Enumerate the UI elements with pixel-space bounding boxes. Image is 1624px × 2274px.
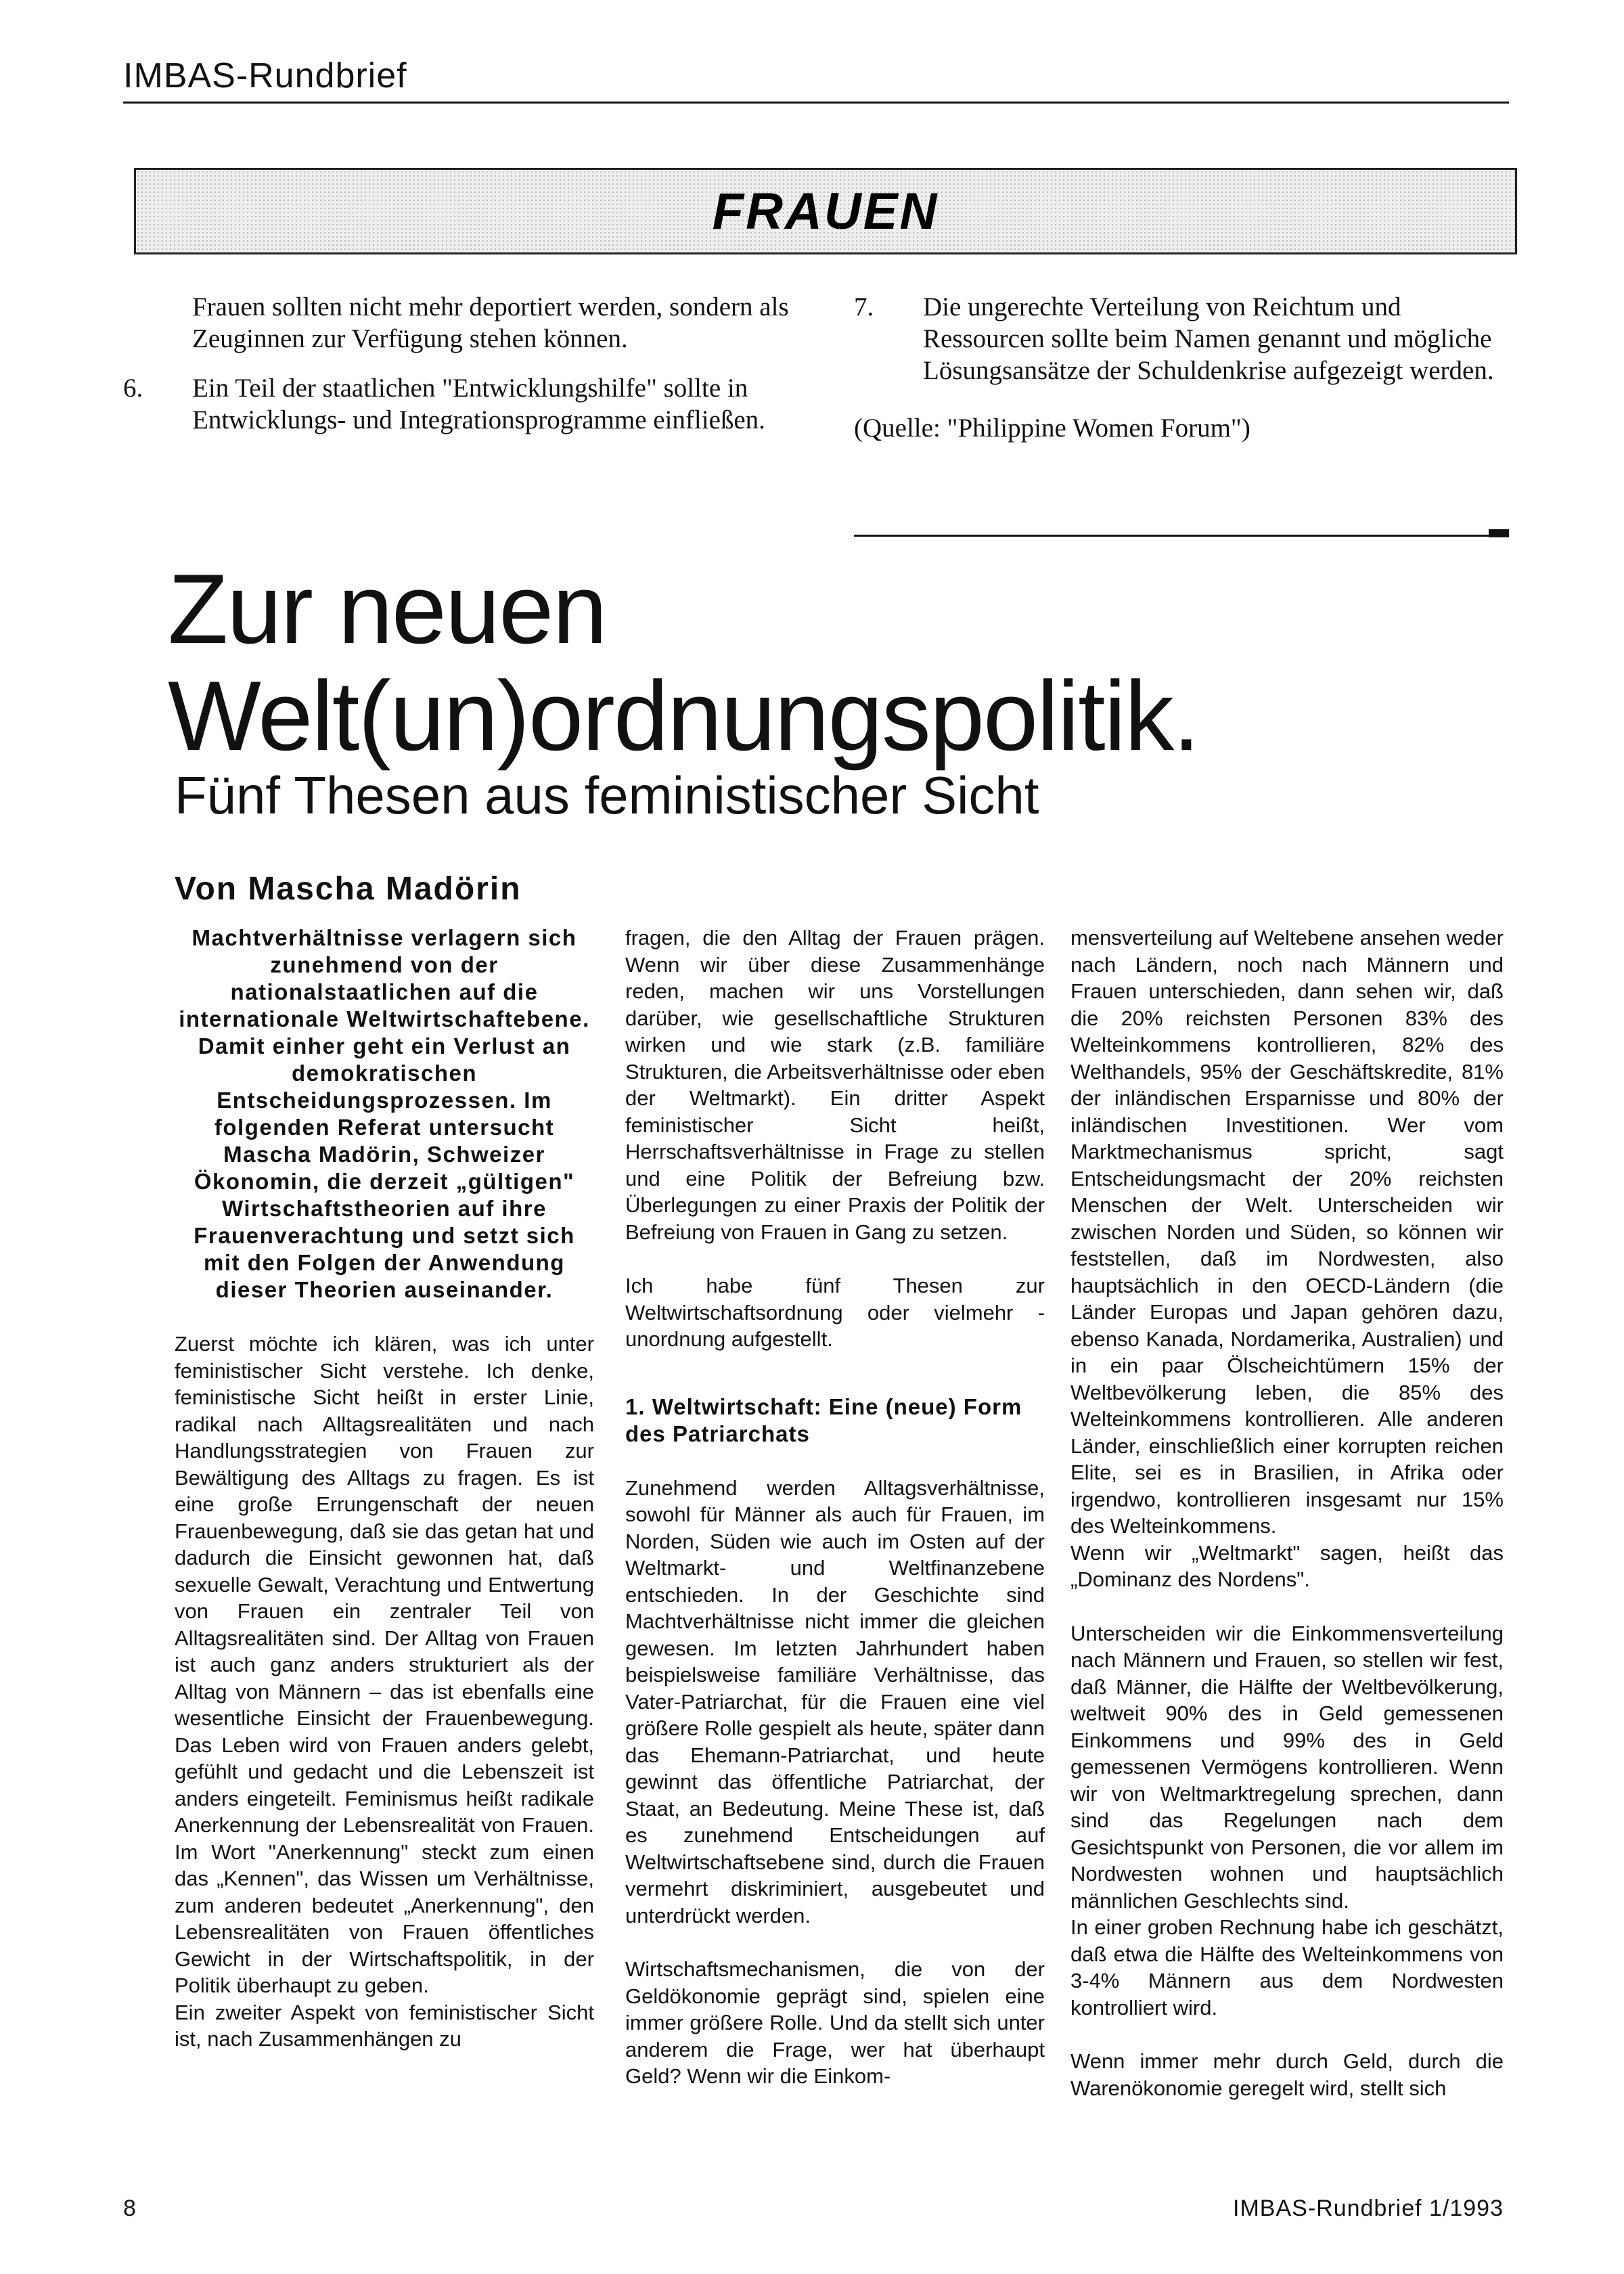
prev-article-left-column xyxy=(123,291,790,436)
article-title-line-2: Welt(un)ordnungspolitik. xyxy=(168,661,1199,771)
issue-label: IMBAS-Rundbrief 1/1993 xyxy=(1233,2195,1504,2221)
body-paragraph: Wirtschaftsmechanismen, die von der Geldökonomie geprägt sind, spielen eine immer größere Rolle. Und da stellt sich unter anderem die Frage, wer hat überhaupt Geld? Wenn wir die Einkom- xyxy=(625,1957,1045,2088)
body-paragraph: Ich habe fünf Thesen zur Weltwirtschaftsordnung oder vielmehr -unordnung aufgestellt. xyxy=(625,1274,1045,1351)
body-paragraph: In einer groben Rechnung habe ich geschätzt, daß etwa die Hälfte des Welteinkommens von 3-4% Männern aus dem Nordwesten kontrolliert wird. xyxy=(1070,1915,1504,2020)
list-item-7 xyxy=(854,291,1509,386)
article-column-2 xyxy=(625,924,1045,2090)
section-heading: 1. Weltwirtschaft: Eine (neue) Form des Patriarchats xyxy=(625,1394,1022,1446)
section-banner xyxy=(134,168,1517,254)
source-note: (Quelle: "Philippine Women Forum") xyxy=(854,414,1250,443)
prev-article-right-column xyxy=(854,291,1509,444)
section-title: FRAUEN xyxy=(712,183,939,240)
article-lead: Machtverhältnisse verlagern sich zunehmend von der nationalstaatlichen auf die internationale Weltwirtschaftebene. Damit einher geht ein Verlust an demokratischen Entscheidungsprozessen. Im folgenden Referat untersucht Mascha Madörin, Schweizer Ökonomin, die derzeit „gültigen" Wirtschaftstheorien auf ihre Frauenverachtung und setzt sich mit den Folgen der Anwendung dieser Theorien auseinander. xyxy=(179,925,590,1302)
body-paragraph: Unterscheiden wir die Einkommensverteilung nach Männern und Frauen, so stellen wir fest, daß Männer, die Hälfte der Weltbevölkerung, weltweit 90% des in Geld gemessenen Einkommens und 99% des in Geld gemessenen Vermögens kontrollieren. Wenn wir von Weltmarktregelung sprechen, dann sind das Regelungen nach dem Gesichtspunkt von Personen, die vor allem im Nordwesten wohnen und hauptsächlich männlichen Geschlechts sind. xyxy=(1070,1621,1504,1913)
body-paragraph: Wenn immer mehr durch Geld, durch die Warenökonomie geregelt wird, stellt sich xyxy=(1070,2049,1504,2100)
list-item-6 xyxy=(123,372,790,436)
body-paragraph: fragen, die den Alltag der Frauen prägen. Wenn wir über diese Zusammenhänge reden, machen wir uns Vorstellungen darüber, wie gesellschaftliche Strukturen wirken und wie stark (z.B. familiäre Strukturen, die Arbeitsverhältnisse oder eben der Weltmarkt). Ein dritter Aspekt feministischer Sicht heißt, Herrschaftsverhältnisse in Frage zu stellen und eine Politik der Befreiung bzw. Überlegungen zu einer Praxis der Politik der Befreiung von Frauen in Gang zu setzen. xyxy=(625,926,1045,1244)
article-column-3 xyxy=(1070,924,1504,2101)
list-item-number: 6. xyxy=(123,374,143,403)
list-item-text: Ein Teil der staatlichen "Entwicklungshilfe" sollte in Entwicklungs- und Integrationsprogramme einfließen. xyxy=(192,374,765,434)
article-author: Von Mascha Madörin xyxy=(175,871,522,907)
article-subtitle: Fünf Thesen aus feministischer Sicht xyxy=(175,765,1039,825)
body-paragraph: Zuerst möchte ich klären, was ich unter feministischer Sicht verstehe. Ich denke, feministische Sicht heißt in erster Linie, radikal nach Alltagsrealitäten und nach Handlungsstrategien von Frauen zur Bewältigung des Alltags zu fragen. Es ist eine große Errungenschaft der neuen Frauenbewegung, daß sie das getan hat und dadurch die Einsicht gewonnen hat, daß sexuelle Gewalt, Verachtung und Entwertung von Frauen ein zentraler Teil von Alltagsrealitäten sind. Der Alltag von Frauen ist auch ganz anders strukturiert als der Alltag von Männern – das ist ebenfalls eine wesentliche Einsicht der Frauenbewegung. Das Leben wird von Frauen anders gelebt, gefühlt und gedacht und die Lebenszeit ist anders eingeteilt. Feminismus heißt radikale Anerkennung der Lebensrealität von Frauen. Im Wort "Anerkennung" steckt zum einen das „Kennen", das Wissen um Verhältnisse, zum anderen bedeutet „Anerkennung", den Lebensrealitäten von Frauen öffentliches Gewicht in der Wirtschaftspolitik, in der Politik überhaupt zu geben. xyxy=(175,1332,594,1997)
body-paragraph: Zunehmend werden Alltagsverhältnisse, sowohl für Männer als auch für Frauen, im Norden, Süden wie auch im Osten auf der Weltmarkt- und Weltfinanzebene entschieden. In der Geschichte sind Machtverhältnisse nicht immer die gleichen gewesen. Im letzten Jahrhundert haben beispielsweise familiäre Verhältnisse, das Vater-Patriarchat, für die Frauen eine viel größere Rolle gespielt als heute, später dann das Ehemann-Patriarchat, und heute gewinnt das öffentliche Patriarchat, der Staat, an Bedeutung. Meine These ist, daß es zunehmend Entscheidungen auf Weltwirtschaftsebene sind, durch die Frauen vermehrt diskriminiert, ausgebeutet und unterdrückt werden. xyxy=(625,1475,1045,1927)
running-head: IMBAS-Rundbrief xyxy=(123,56,407,95)
body-paragraph: Ein zweiter Aspekt von feministischer Sicht ist, nach Zusammenhängen zu xyxy=(175,2000,594,2051)
body-paragraph: mensverteilung auf Weltebene ansehen weder nach Ländern, noch nach Männern und Frauen unterschieden, dann sehen wir, daß die 20% reichsten Personen 83% des Welteinkommens kontrollieren, 82% des Welthandels, 95% der Geschäftskredite, 81% der inländischen Ersparnisse und 80% der inländischen Investitionen. Wer vom Marktmechanismus spricht, sagt Entscheidungsmacht der 20% reichsten Menschen der Welt. Unterscheiden wir zwischen Norden und Süden, so können wir feststellen, daß im Nordwesten, also hauptsächlich in den OECD-Ländern (die Länder Europas und Japan gehören dazu, ebenso Kanada, Nordamerika, Australien) und in ein paar Ölscheichtümern 15% der Weltbevölkerung leben, die 85% des Welteinkommens kontrollieren. Alle anderen Länder, einschließlich einer korrupten reichen Elite, sei es in Brasilien, in Afrika oder irgendwo, kontrollieren insgesamt nur 15% des Welteinkommens. xyxy=(1070,926,1504,1538)
end-mark xyxy=(1489,529,1509,537)
end-rule xyxy=(854,535,1509,537)
article-column-1 xyxy=(175,924,594,2053)
list-item-text: Die ungerechte Verteilung von Reichtum und Ressourcen sollte beim Namen genannt und mögliche Lösungsansätze der Schuldenkrise aufgezeigt werden. xyxy=(923,292,1494,385)
page-number: 8 xyxy=(123,2195,136,2221)
body-paragraph: Wenn wir „Weltmarkt" sagen, heißt das „Dominanz des Nordens". xyxy=(1070,1540,1504,1591)
prev-article-paragraph: Frauen sollten nicht mehr deportiert werden, sondern als Zeuginnen zur Verfügung stehen können. xyxy=(192,292,789,353)
header-rule xyxy=(123,102,1509,104)
article-title-line-1: Zur neuen xyxy=(168,554,606,664)
list-item-number: 7. xyxy=(854,292,874,321)
